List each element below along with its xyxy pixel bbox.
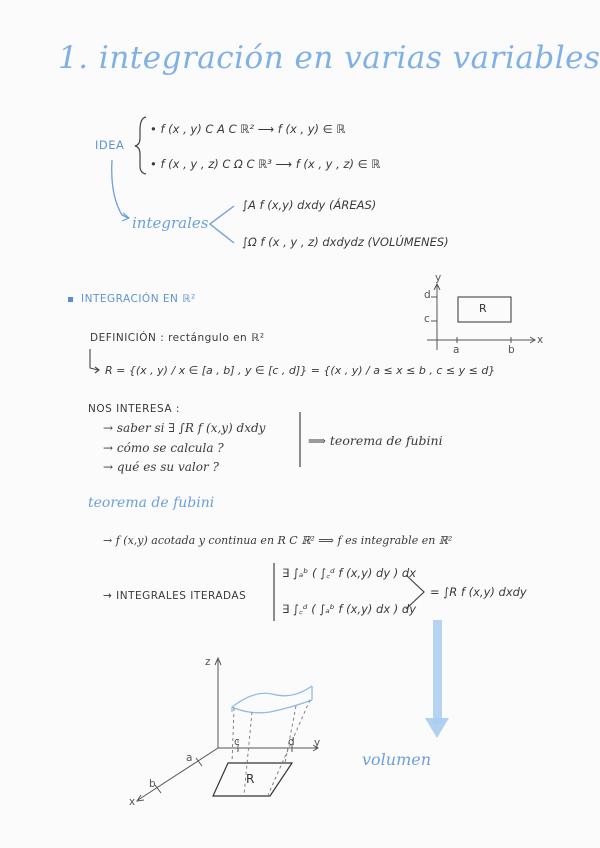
fubini-heading: teorema de fubini bbox=[88, 495, 215, 511]
interesa-item-2-text: cómo se calcula ? bbox=[116, 441, 224, 455]
iterated-integral-2: ∃ ∫꜀ᵈ ( ∫ₐᵇ f (x,y) dx ) dy bbox=[282, 602, 417, 616]
bullet-square-icon bbox=[68, 297, 73, 302]
interesa-item-2: → cómo se calcula ? bbox=[103, 441, 224, 455]
iterated-integral-1: ∃ ∫ₐᵇ ( ∫꜀ᵈ f (x,y) dy ) dx bbox=[282, 566, 417, 580]
volumen-arrow bbox=[425, 620, 449, 738]
small-graph-c: c bbox=[424, 313, 430, 325]
integral-volumenes: ∫Ω f (x , y , z) dxdydz (VOLÚMENES) bbox=[242, 235, 449, 249]
small-graph-a: a bbox=[453, 344, 460, 356]
idea-line-2: • f (x , y , z) C Ω C ℝ³ ⟶ f (x , y , z) ∈ ℝ bbox=[150, 157, 381, 171]
nos-interesa-label: NOS INTERESA : bbox=[88, 403, 180, 415]
section-r2-heading bbox=[68, 293, 196, 305]
small-graph bbox=[427, 284, 535, 350]
definicion-hook bbox=[90, 349, 98, 370]
surface-3d bbox=[232, 686, 312, 713]
page-title: 1. integración en varias variables bbox=[58, 40, 600, 76]
interesa-item-3: → qué es su valor ? bbox=[103, 460, 219, 474]
section-r2-heading-text: INTEGRACIÓN EN ℝ² bbox=[81, 293, 196, 305]
graph-3d-z-label: z bbox=[205, 656, 211, 668]
graph-3d-r: R bbox=[246, 772, 255, 786]
small-graph-y-label: y bbox=[435, 272, 442, 284]
volumen-label: volumen bbox=[362, 750, 432, 769]
graph-3d-d: d bbox=[288, 736, 295, 748]
idea-label: IDEA bbox=[95, 138, 125, 152]
interesa-result: ⟹ teorema de fubini bbox=[308, 433, 443, 448]
idea-line-1-text: f (x , y) C A C ℝ² ⟶ f (x , y) ∈ ℝ bbox=[160, 122, 346, 136]
small-graph-x-label: x bbox=[537, 334, 544, 346]
double-integral-equals: = ∫R f (x,y) dxdy bbox=[430, 585, 527, 599]
small-graph-d: d bbox=[424, 289, 431, 301]
idea-line-2-text: f (x , y , z) C Ω C ℝ³ ⟶ f (x , y , z) ∈ ℝ bbox=[160, 157, 381, 171]
graph-3d-x-label: x bbox=[129, 796, 136, 808]
idea-line-1: • f (x , y) C A C ℝ² ⟶ f (x , y) ∈ ℝ bbox=[150, 122, 346, 136]
integrales-label: integrales bbox=[132, 214, 209, 232]
small-graph-b: b bbox=[508, 344, 515, 356]
r-definition: R = {(x , y) / x ∈ [a , b] , y ∈ [c , d]} = {(x , y) / a ≤ x ≤ b , c ≤ y ≤ d} bbox=[105, 364, 496, 377]
interesa-item-3-text: qué es su valor ? bbox=[116, 460, 219, 474]
definicion: DEFINICIÓN : rectángulo en ℝ² bbox=[90, 332, 265, 344]
idea-brace bbox=[135, 117, 146, 174]
small-graph-r: R bbox=[479, 302, 487, 315]
graph-3d bbox=[137, 658, 321, 801]
interesa-item-1: → saber si ∃ ∫R f (x,y) dxdy bbox=[103, 421, 266, 435]
graph-3d-a: a bbox=[186, 752, 193, 764]
graph-3d-y-label: y bbox=[314, 737, 321, 749]
integrales-bracket bbox=[210, 206, 234, 243]
fubini-condition: → f (x,y) acotada y continua en R C ℝ² ⟹ f es integrable en ℝ² bbox=[103, 534, 453, 547]
graph-3d-b: b bbox=[149, 778, 156, 790]
graph-3d-c: c bbox=[234, 736, 240, 748]
interesa-item-1-text: saber si ∃ ∫R f (x,y) dxdy bbox=[116, 421, 266, 435]
hook-arrow-integrales bbox=[112, 160, 128, 218]
integral-areas: ∫A f (x,y) dxdy (ÁREAS) bbox=[242, 198, 377, 212]
iteradas-label: → INTEGRALES ITERADAS bbox=[103, 590, 247, 602]
